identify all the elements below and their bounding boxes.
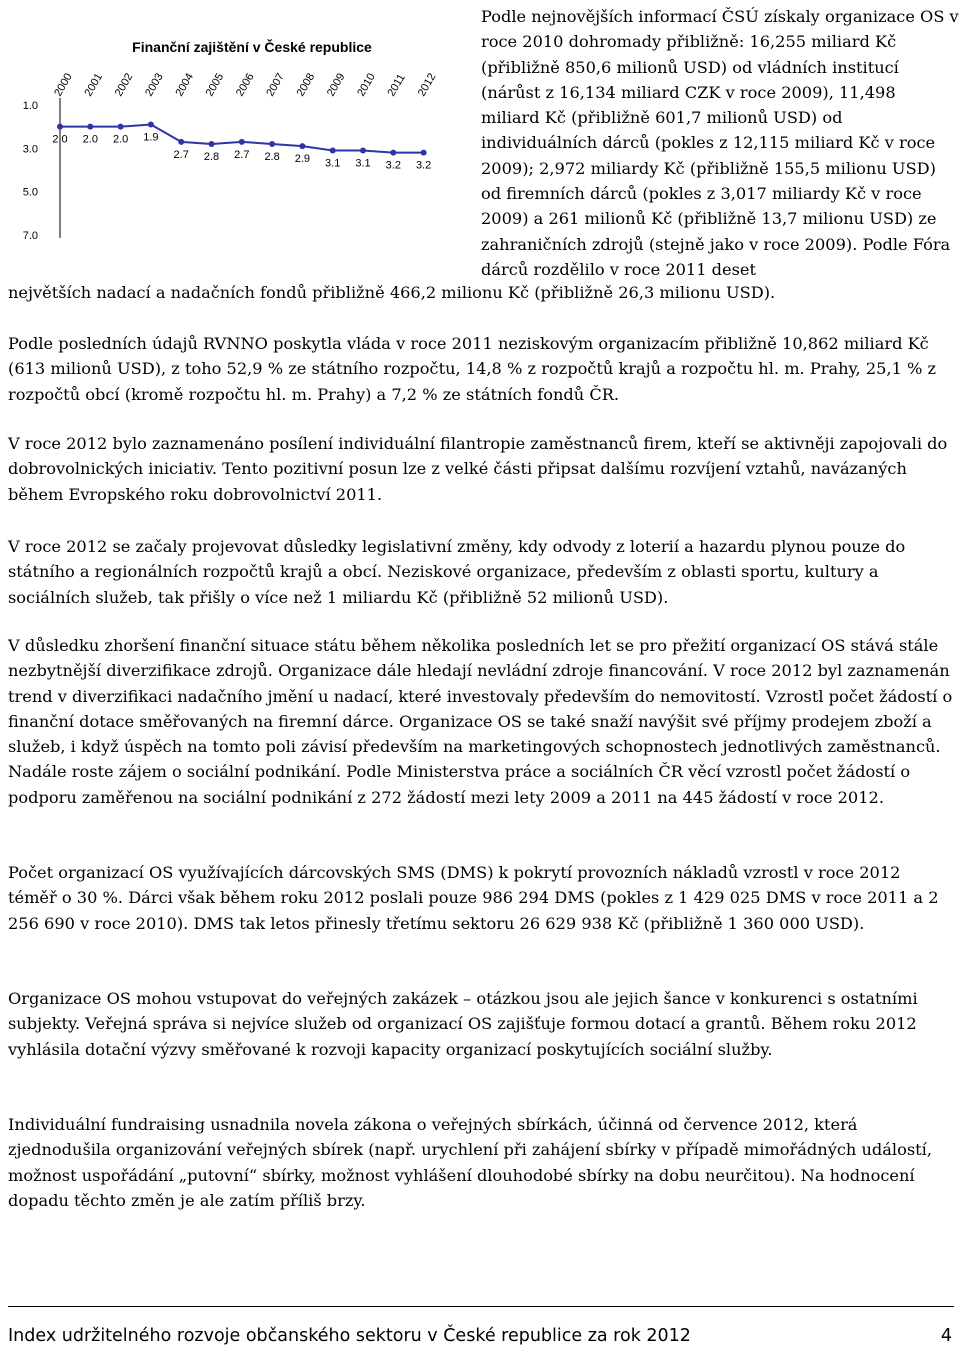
data-point <box>269 141 275 147</box>
data-point <box>360 148 366 154</box>
chart-title: Finanční zajištění v České republice <box>132 39 372 55</box>
data-point <box>57 124 63 130</box>
data-point <box>148 122 154 128</box>
paragraph-public-procurement: Organizace OS mohou vstupovat do veřejných zakázek – otázkou jsou ale jejich šance v konkurenci s ostatními subjekty. Veřejná správa si nejvíce služeb od organizací OS zajišťuje formou dotací a grantů. Během roku 2012 vyhlásila dotační výzvy směřované k rozvoji kapacity organizací poskytujících sociální služby. <box>8 989 918 1059</box>
data-label: 2.8 <box>264 151 280 163</box>
x-tick-label: 2008 <box>294 71 318 99</box>
footer-divider <box>8 1306 954 1307</box>
data-label: 3.1 <box>355 157 371 170</box>
data-point <box>421 150 427 156</box>
x-tick-label: 2005 <box>203 71 227 99</box>
x-tick-label: 2009 <box>324 71 348 99</box>
data-label: 2.9 <box>294 153 311 166</box>
x-tick-label: 2006 <box>234 71 257 99</box>
y-tick-label: 5.0 <box>22 186 38 199</box>
data-point <box>299 143 305 149</box>
paragraph-individual-philanthropy: V roce 2012 bylo zaznamenáno posílení individuální filantropie zaměstnanců firem, kteří se aktivněji zapojovali do dobrovolnických iniciativ. Tento pozitivní posun lze z velké části připsat dalšímu rozvíjení vztahů, navázaných během Evropského roku dobrovolnictví 2011. <box>8 434 948 504</box>
data-label: 2.8 <box>203 151 220 163</box>
intro-paragraph: Podle nejnovějších informací ČSÚ získaly organizace OS v roce 2010 dohromady přibližně: 16,255 miliard Kč (přibližně 850,6 milionů USD) od vládních institucí (nárůst z 16,134 miliard CZK v roce 2009), 11,498 miliard Kč (přibližně 601,7 milionů USD) od individuálních dárců (pokles z 12,115 miliard Kč v roce 2009); 2,972 miliardy Kč (přibližně 155,5 milionu USD) od firemních dárců (pokles z 3,017 miliardy Kč v roce 2009) a 261 milionů Kč (přibližně 13,7 milionu USD) ze zahraničních zdrojů (stejně jako v roce 2009). Podle Fóra dárců rozdělilo v roce 2011 deset <box>481 7 959 279</box>
y-tick-label: 3.0 <box>22 143 38 156</box>
data-point <box>118 124 124 130</box>
data-label: 3.2 <box>385 159 401 172</box>
chart-svg <box>0 0 470 270</box>
data-label: 2.7 <box>234 148 250 161</box>
data-label: 3.1 <box>325 157 341 170</box>
page-number: 4 <box>940 1326 952 1346</box>
data-label: 2.0 <box>52 133 68 146</box>
x-tick-label: 2012 <box>415 71 439 99</box>
y-tick-label: 1.0 <box>22 100 38 112</box>
data-label: 3.2 <box>415 159 432 172</box>
data-point <box>178 139 184 145</box>
x-tick-label: 2001 <box>82 71 106 99</box>
chart <box>0 0 470 270</box>
data-point <box>390 150 396 156</box>
x-tick-label: 2010 <box>355 71 378 99</box>
footer-title: Index udržitelného rozvoje občanského sektoru v České republice za rok 2012 <box>8 1326 691 1346</box>
intro-paragraph-continuation: největších nadací a nadačních fondů přibližně 466,2 milionu Kč (přibližně 26,3 milionu USD). <box>8 283 776 302</box>
data-label: 2.0 <box>112 133 129 146</box>
x-tick-label: 2000 <box>52 71 75 99</box>
y-tick-label: 7.0 <box>22 230 38 242</box>
data-point <box>330 148 336 154</box>
x-tick-label: 2007 <box>264 71 287 99</box>
paragraph-government-funding: Podle posledních údajů RVNNO poskytla vláda v roce 2011 neziskovým organizacím přibližně 10,862 miliard Kč (613 milionů USD), z toho 52,9 % ze státního rozpočtu, 14,8 % z rozpočtů krajů a rozpočtu hl. m. Prahy, 25,1 % z rozpočtů obcí (kromě rozpočtu hl. m. Prahy) a 7,2 % ze státních fondů ČR. <box>8 334 937 404</box>
paragraph-sms-donations: Počet organizací OS využívajících dárcovských SMS (DMS) k pokrytí provozních nákladů vzrostl v roce 2012 téměř o 30 %. Dárci však během roku 2012 poslali pouze 986 294 DMS (pokles z 1 429 025 DMS v roce 2011 a 2 256 690 v roce 2010). DMS tak letos přinesly třetímu sektoru 26 629 938 Kč (přibližně 1 360 000 USD). <box>8 863 939 933</box>
data-label: 2.0 <box>82 133 98 146</box>
data-point <box>209 141 215 147</box>
x-tick-label: 2002 <box>112 71 136 99</box>
x-tick-label: 2011 <box>385 72 408 99</box>
paragraph-fundraising-law: Individuální fundraising usnadnila novela zákona o veřejných sbírkách, účinná od července 2012, která zjednodušila organizování veřejných sbírek (např. urychlení při zahájení sbírky v případě mimořádných událostí, možnost uspořádání „putovní“ sbírky, možnost vyhlášení dlouhodobé sbírky na dobu neurčitou). Na hodnocení dopadu těchto změn je ale zatím příliš brzy. <box>8 1115 932 1210</box>
data-point <box>239 139 245 145</box>
data-point <box>87 124 93 130</box>
paragraph-diversification: V důsledku zhoršení finanční situace státu během několika posledních let se pro přežití organizací OS stává stále nezbytnější diverzifikace zdrojů. Organizace dále hledají nevládní zdroje financování. V roce 2012 byl zaznamenán trend v diverzifikaci nadačního jmění u nadací, které investovaly především do nemovitostí. Vzrostl počet žádostí o finanční dotace směřovaných na firemní dárce. Organizace OS se také snaží navýšit své příjmy prodejem zboží a služeb, i když úspěch na tomto poli závisí především na marketingových schopnostech jednotlivých zaměstnanců. Nadále roste zájem o sociální podnikání. Podle Ministerstva práce a sociálních ČR věcí vzrostl počet žádostí o podporu zaměřenou na sociální podnikání z 272 žádostí mezi lety 2009 a 2011 na 445 žádostí v roce 2012. <box>8 636 953 807</box>
data-label: 2.7 <box>173 148 189 161</box>
data-label: 1.9 <box>143 131 159 144</box>
paragraph-lottery-legislation: V roce 2012 se začaly projevovat důsledky legislativní změny, kdy odvody z loterií a hazardu plynou pouze do státního a regionálních rozpočtů krajů a obcí. Neziskové organizace, především z oblasti sportu, kultury a sociálních služeb, tak přišly o více než 1 miliardu Kč (přibližně 52 milionů USD). <box>8 537 906 607</box>
x-tick-label: 2003 <box>143 71 166 99</box>
x-tick-label: 2004 <box>173 71 197 99</box>
